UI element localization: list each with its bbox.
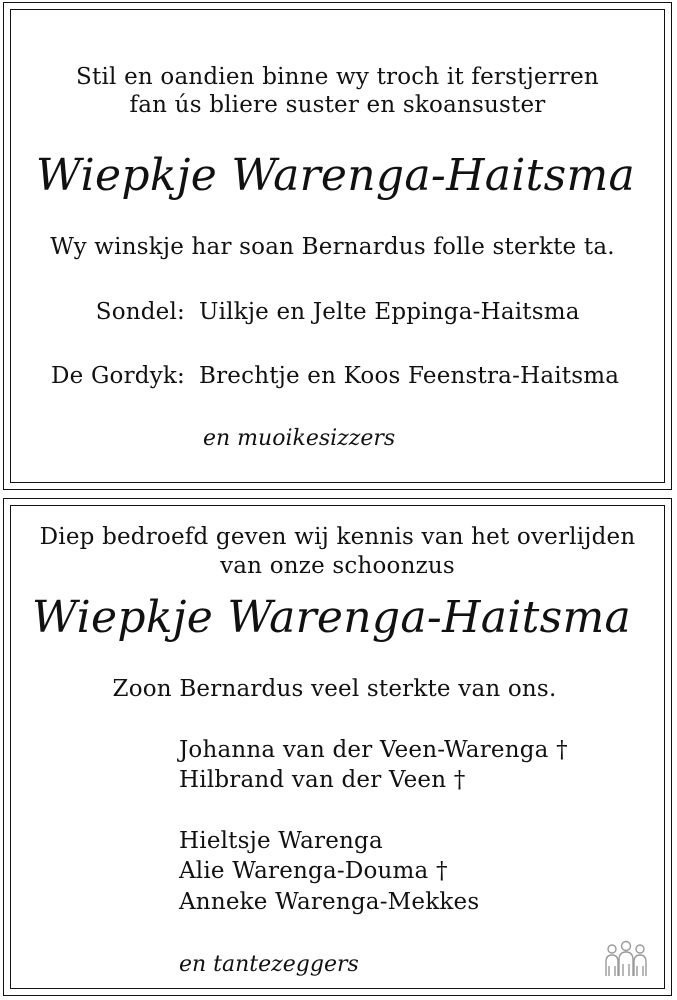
intro-line-2: fan ús bliere suster en skoansuster: [129, 92, 546, 118]
family-member: Hieltsje Warenga: [179, 828, 383, 854]
family-member: Anneke Warenga-Mekkes: [179, 889, 480, 915]
family-names-1: Uilkje en Jelte Eppinga-Haitsma: [199, 299, 580, 325]
family-group-icon: [602, 940, 650, 978]
deceased-name: Wiepkje Warenga-Haitsma: [35, 150, 636, 201]
notice-dutch: [3, 498, 672, 996]
condolence-message: Zoon Bernardus veel sterkte van ons.: [112, 676, 557, 702]
notice-dutch-inner-border: [10, 505, 665, 989]
notice-frisian-inner-border: [10, 9, 665, 483]
intro-line-2: van onze schoonzus: [220, 553, 455, 579]
closing-relatives: en muoikesizzers: [203, 426, 396, 451]
condolence-message: Wy winskje har soan Bernardus folle sterkte ta.: [50, 234, 615, 260]
intro-line-1: Diep bedroefd geven wij kennis van het overlijden: [39, 524, 636, 550]
family-place-2: De Gordyk:: [51, 363, 185, 389]
intro-line-1: Stil en oandien binne wy troch it ferstjerren: [76, 64, 599, 90]
family-place-1: Sondel:: [95, 299, 185, 325]
family-member: Alie Warenga-Douma †: [179, 858, 448, 884]
closing-relatives: en tantezeggers: [179, 952, 359, 977]
family-member: Hilbrand van der Veen †: [179, 767, 466, 793]
notice-frisian: [3, 2, 672, 490]
family-names-2: Brechtje en Koos Feenstra-Haitsma: [199, 363, 620, 389]
family-member: Johanna van der Veen-Warenga †: [179, 737, 568, 763]
deceased-name: Wiepkje Warenga-Haitsma: [31, 592, 632, 643]
